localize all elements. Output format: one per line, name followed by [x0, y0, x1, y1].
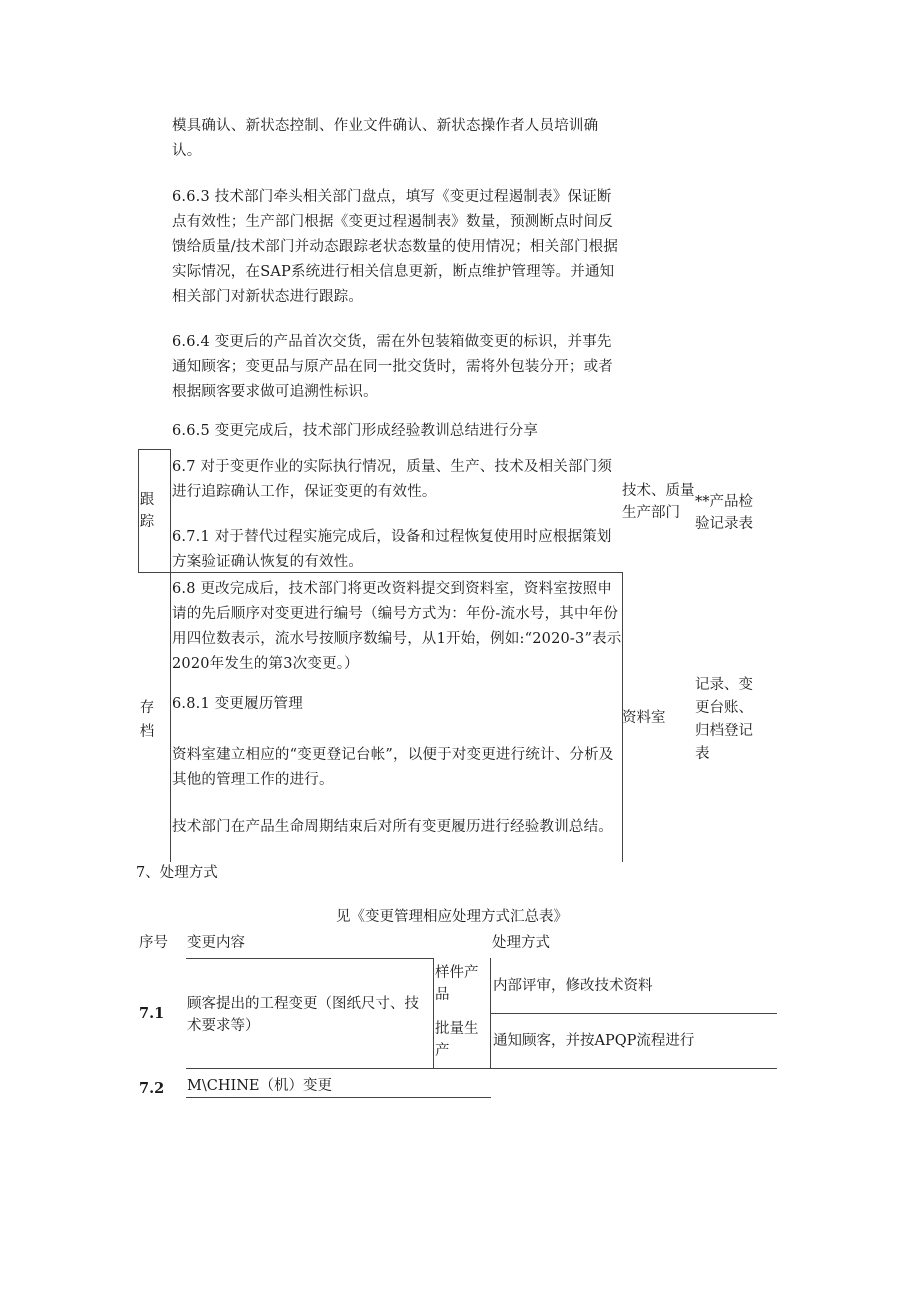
- paragraph-6-7-1: 6.7.1 对于替代过程实施完成后，设备和过程恢复使用时应根据策划方案验证确认恢复的有效性。: [172, 529, 612, 570]
- row72-content: M\CHINE（机）变更: [187, 1078, 332, 1094]
- paragraph-6-6-3: 6.6.3 技术部门牵头相关部门盘点，填写《变更过程遏制表》保证断点有效性；生产部门根据《变更过程遏制表》数量，预测断点时间反馈给质量/技术部门并动态跟踪老状态数量的使用情况；相关部门根据实际情况，在SAP系统进行相关信息更新，断点维护管理等。并通知相关部门对新状态进行跟踪。: [172, 189, 619, 305]
- paragraph-6-8-1: 6.8.1 变更履历管理: [172, 696, 303, 712]
- tracking-record: **产品检验记录表: [695, 494, 753, 532]
- row71-method-batch: 通知顾客，并按APQP流程进行: [493, 1033, 695, 1049]
- header-method: 处理方式: [492, 935, 550, 951]
- row71-seq: 7.1: [139, 1005, 165, 1022]
- paragraph-6-7: 6.7 对于变更作业的实际执行情况，质量、生产、技术及相关部门须进行追踪确认工作，保证变更的有效性。: [172, 459, 613, 500]
- paragraph-ledger: 资料室建立相应的“变更登记台帐”，以便于对变更进行统计、分析及其他的管理工作的进行。: [172, 747, 614, 788]
- paragraph-6-6-4: 6.6.4 变更后的产品首次交货，需在外包装箱做变更的标识，并事先通知顾客；变更品与原产品在同一批交货时，需将外包装分开；或者根据顾客要求做可追溯性标识。: [172, 334, 613, 400]
- archive-record: 记录、变更台账、归档登记表: [695, 677, 753, 762]
- header-seq: 序号: [139, 935, 168, 951]
- row71-stage-batch: 批量生产: [435, 1021, 479, 1059]
- table-divider-content-stage: [433, 958, 434, 1068]
- archive-label-char1: 存: [139, 700, 155, 716]
- tracking-cell-top: [138, 449, 171, 450]
- row71-method-sample: 内部评审，修改技术资料: [493, 978, 653, 994]
- section-7-caption: 见《变更管理相应处理方式汇总表》: [336, 909, 568, 925]
- tracking-label-char2: 踪: [139, 514, 155, 530]
- archive-label-char2: 档: [139, 724, 155, 740]
- tracking-cell-right: [170, 449, 171, 573]
- table-header-rule: [186, 958, 434, 959]
- tracking-cell-bottom: [138, 572, 171, 573]
- paragraph-6-8: 6.8 更改完成后，技术部门将更改资料提交到资料室，资料室按照申请的先后顺序对变更进行编号（编号方式为：年份-流水号，其中年份用四位数表示，流水号按顺序数编号，从1开始，例如:“2020-3”表示2020年发生的第3次变更。）: [172, 581, 622, 672]
- paragraph-summary: 技术部门在产品生命周期结束后对所有变更履历进行经验教训总结。: [172, 819, 613, 835]
- table-row71-bottom-rule: [186, 1068, 777, 1069]
- tracking-responsible: 技术、质量生产部门: [622, 483, 695, 521]
- section-7-heading: 7、处理方式: [136, 865, 218, 881]
- row71-content: 顾客提出的工程变更（图纸尺寸、技术要求等）: [187, 996, 419, 1034]
- paragraph-confirmations: 模具确认、新状态控制、作业文件确认、新状态操作者人员培训确认。: [172, 118, 599, 159]
- header-content: 变更内容: [187, 935, 245, 951]
- archive-cell-left: [170, 572, 171, 862]
- row71-stage-sample: 样件产品: [435, 965, 479, 1003]
- archive-responsible: 资料室: [622, 710, 666, 726]
- table-row72-bottom-rule: [186, 1097, 491, 1098]
- row72-seq: 7.2: [139, 1080, 165, 1097]
- paragraph-6-6-5: 6.6.5 变更完成后，技术部门形成经验教训总结进行分享: [172, 423, 539, 439]
- archive-cell-top: [170, 572, 623, 573]
- table-row71-mid-rule: [490, 1013, 777, 1014]
- tracking-label-char1: 跟: [139, 492, 155, 508]
